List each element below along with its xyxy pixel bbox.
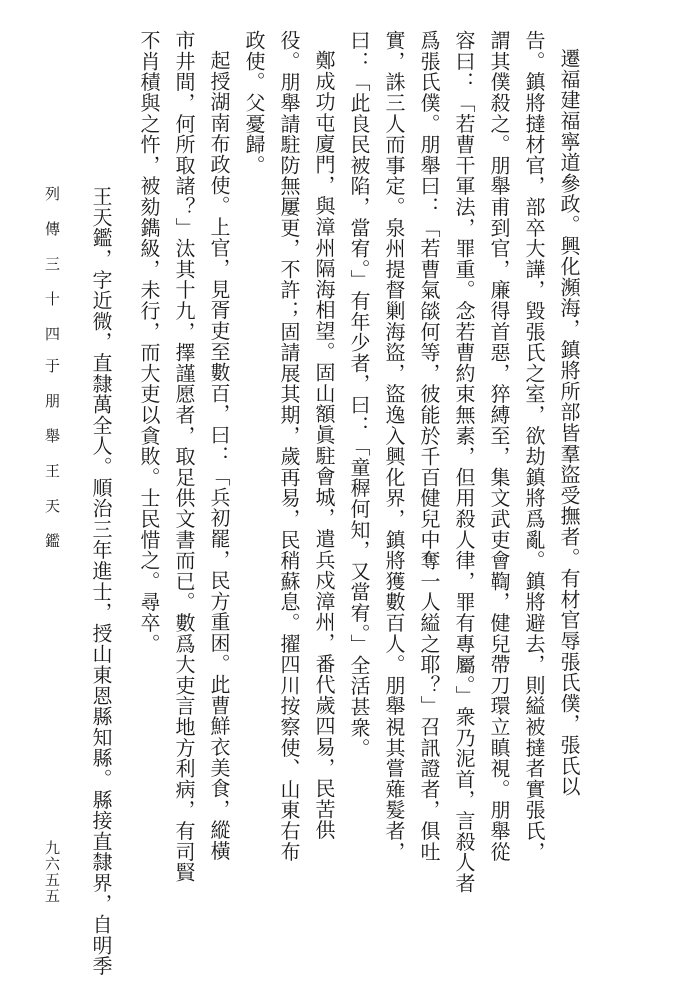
text-column-12: 市井間，何所取諸？」汰其十九，擇謹愿者，取足供文書而已。數爲大吏言地方利病，有司賢 bbox=[172, 30, 196, 883]
text-column-10: 政使。父憂歸。 bbox=[242, 30, 266, 176]
text-column-9: 役。朋舉請駐防無屢更，不許；固請展其期，歲再易，民稍蘇息。擢四川按察使、山東右布 bbox=[277, 30, 301, 862]
text-column-7: 曰：「此良民被陷，當宥。」有年少者，曰：「童稺何知，又當宥。」全活甚衆。 bbox=[347, 30, 371, 759]
running-head: 列 傳 三 十 四 于 朋 舉 王 天 鑑 bbox=[43, 186, 61, 549]
text-column-5: 爲張氏僕。朋舉曰：「若曹氣燄何等，彼能於千百健兒中奪一人縊之耶？」召訊證者，俱吐 bbox=[417, 30, 441, 862]
text-column-11: 起授湖南布政使。上官，見胥吏至數百，曰：「兵初罷，民方重困。此曹鮮衣美食，縱橫 bbox=[207, 50, 231, 862]
text-column-1: 遷福建福寧道參政。興化瀕海，鎮將所部皆羣盜受撫者。有材官辱張氏僕，張氏以 bbox=[557, 48, 581, 797]
text-column-6: 實，誅三人而事定。泉州提督剿海盜，盜逸入興化界，鎮將獲數百人。朋舉視其嘗薙髮者， bbox=[382, 30, 406, 862]
text-column-13: 不肖積與之忤，被劾鐫級，未行，而大吏以貪敗。士民惜之。尋卒。 bbox=[137, 30, 161, 654]
text-column-4: 容曰：「若曹干軍法，罪重。念若曹約束無素，但用殺人律，罪有專屬。」衆乃泥首，言殺人者 bbox=[452, 30, 476, 894]
text-column-3: 謂其僕殺之。朋舉甫到官，廉得首惡，猝縛至，集文武吏會鞫，健兒帶刀環立瞋視。朋舉從 bbox=[487, 30, 511, 862]
text-column-8: 鄭成功屯廈門，與漳州隔海相望。固山額眞駐會城，遣兵戍漳州，番代歲四易，民苦供 bbox=[312, 50, 336, 841]
text-column-2: 告。鎮將撻材官，部卒大譁，毀張氏之室，欲劫鎮將爲亂。鎮將避去，則縊被撻者實張氏， bbox=[522, 30, 546, 862]
page-number: 九六五五 bbox=[43, 840, 61, 904]
text-column-14: 王天鑑，字近微，直隸萬全人。順治三年進士，授山東恩縣知縣。縣接直隸界，自明季 bbox=[89, 186, 113, 977]
